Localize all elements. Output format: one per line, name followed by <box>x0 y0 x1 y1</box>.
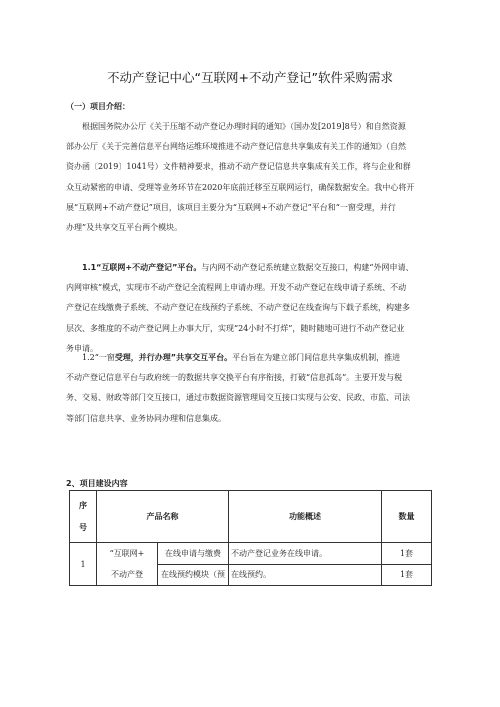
table-header-row <box>70 491 432 543</box>
paragraph-line: 资办函〔2019〕1041号）文件精神要求，推动不动产登记信息共享集成有关工作，将与企业和群 <box>66 162 411 172</box>
cell-quantity: 1套 <box>382 543 432 565</box>
paragraph-line: 众互动紧密的申请、受理等业务环节在2020年底前迁移至互联网运行，确保数据安全。我中心将开 <box>66 182 415 192</box>
paragraph-lead: 1.1“互联网+不动产登记”平台。 <box>82 263 202 272</box>
section-heading-project-intro: （一）项目介绍： <box>66 102 130 111</box>
paragraph-line: 层次、多维度的不动产登记网上办事大厅，实现“24小时不打烊”，随时随地可进行不动产登记业 <box>66 323 405 333</box>
paragraph-line: 办理”及共享交互平台两个模块。 <box>66 223 183 233</box>
paragraph-internet-platform <box>66 258 436 359</box>
paragraph-line <box>66 348 436 368</box>
paragraph-line: 务申请。 <box>66 343 98 353</box>
cell-module: 在线申请与缴费 <box>158 543 229 565</box>
paragraph-intro <box>66 117 436 238</box>
paragraph-lead-bold: 受理，并行办理”共享交互平台。 <box>114 353 233 362</box>
cell-product-group: “互联网+ 不动产登 <box>97 543 158 586</box>
paragraph-line: 产登记在线缴费子系统、不动产登记在线预约子系统、不动产登记在线查询与下载子系统，构建多 <box>66 303 410 313</box>
cell-seq: 1 <box>70 543 97 586</box>
paragraph-lead: 1.2“一窗 <box>82 353 115 362</box>
paragraph-text: 与内网不动产登记系统建立数据交互接口，构建“外网申请、 <box>201 263 414 272</box>
paragraph-line: 内网审核”模式，实现市不动产登记全流程网上申请办理。开发不动产登记在线申请子系统、不动 <box>66 283 407 293</box>
paragraph-line: 务、交易、财政等部门交互接口，通过市数据资源管理局交互接口实现与公安、民政、市监、司法 <box>66 393 410 403</box>
procurement-table <box>69 490 432 586</box>
header-function: 功能概述 <box>229 491 382 543</box>
paragraph-line: 部办公厅《关于完善信息平台网络运维环境推进不动产登记信息共享集成有关工作的通知》（自然 <box>66 142 406 152</box>
table-row <box>70 543 432 565</box>
paragraph-line: 根据国务院办公厅《关于压缩不动产登记办理时间的通知》（国办发[2019]8号）和自然资源 <box>82 122 406 131</box>
header-product: 产品名称 <box>97 491 229 543</box>
cell-module: 在线预约模块（预 <box>158 564 229 586</box>
header-quantity: 数量 <box>382 491 432 543</box>
section-heading-build-content: 2、项目建设内容 <box>66 479 128 488</box>
paragraph-line <box>66 258 436 278</box>
paragraph-line: 展“互联网+不动产登记”项目，该项目主要分为“互联网+不动产登记”平台和“一窗受理，并行 <box>66 202 396 212</box>
cell-quantity: 1套 <box>382 564 432 586</box>
document-title: 不动产登记中心“互联网+不动产登记”软件采购需求 <box>107 70 393 85</box>
paragraph-line: 等部门信息共享、业务协同办理和信息集成。 <box>66 413 226 423</box>
paragraph-shared-platform <box>66 348 436 429</box>
paragraph-line: 不动产登记信息平台与政府统一的数据共享交换平台有序衔接，打破“信息孤岛”。主要开发与税 <box>66 373 403 383</box>
header-seq: 序 号 <box>70 491 97 543</box>
paragraph-text: 平台旨在为建立部门间信息共享集成机制，推进 <box>232 353 401 362</box>
cell-function: 不动产登记业务在线申请。 <box>229 543 382 565</box>
cell-function: 在线预约。 <box>229 564 382 586</box>
